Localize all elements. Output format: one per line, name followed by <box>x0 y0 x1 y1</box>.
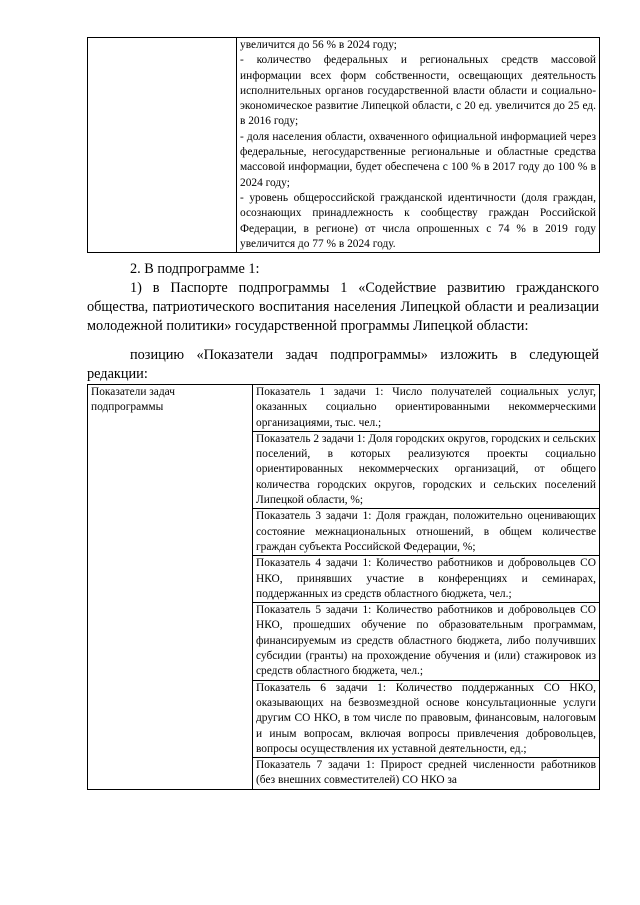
table-cell-indicators <box>253 385 600 790</box>
indicator-item: Показатель 7 задачи 1: Прирост средней численности работников (без внешних совместителей) СО НКО за <box>253 757 599 789</box>
table-cell-results <box>237 38 600 253</box>
indicator-item: Показатель 1 задачи 1: Число получателей социальных услуг, оказанных социально ориентированными некоммерческими организациями, тыс. чел.; <box>256 386 596 429</box>
result-line: - количество федеральных и региональных средств массовой информации всех форм собственности, освещающих деятельность исполнительных органов государственной власти области и социально-экономическое развитие Липецкой области, с 20 ед. увеличится до 25 ед. в 2016 году; <box>240 54 596 128</box>
table-cell-empty <box>88 38 237 253</box>
indicator-item: Показатель 5 задачи 1: Количество работников и добровольцев СО НКО, прошедших обучение по образовательным программам, финансируемым из средств областного бюджета, либо получивших субсидии (гранты) на прохождение обучения и (или) стажировок из средств областного бюджета, чел.; <box>253 602 599 679</box>
indicator-item: Показатель 4 задачи 1: Количество работников и добровольцев СО НКО, принявших участие в конференциях и семинарах, поддержанных из средств областного бюджета, чел.; <box>253 555 599 602</box>
result-line: - уровень общероссийской гражданской идентичности (доля граждан, осознающих принадлежность к сообществу граждан Российской Федерации, в регионе) от числа опрошенных с 74 % в 2019 году увеличится до 77 % в 2024 году. <box>240 191 596 250</box>
table-row <box>88 38 600 253</box>
section-heading: 2. В подпрограмме 1: <box>130 261 260 277</box>
result-line: - доля населения области, охваченного официальной информацией через федеральные, негосударственные региональные и областные средства массовой информации, будет обеспечена с 100 % в 2017 году до 100 % в 2024 году; <box>240 130 596 189</box>
table-row <box>88 385 600 790</box>
table-cell-label: Показатели задач подпрограммы <box>88 385 253 790</box>
indicator-item: Показатель 2 задачи 1: Доля городских округов, городских и сельских поселений, в которых реализуются проекты социально ориентированных некоммерческих организаций, от общего количества городских округов, городских и сельских поселений Липецкой области, %; <box>253 431 599 508</box>
indicator-item: Показатель 6 задачи 1: Количество поддержанных СО НКО, оказывающих на безвозмездной основе консультационные услуги другим СО НКО, в том числе по правовым, финансовым, налоговым и иным вопросам, включая вопросы привлечения добровольцев, вопросы осуществления их уставной деятельности, ед.; <box>253 680 599 757</box>
indicators-continuation-table <box>87 37 600 253</box>
paragraph-position: позицию «Показатели задач подпрограммы» изложить в следующей редакции: <box>87 347 599 382</box>
subprogram-indicators-table <box>87 384 600 790</box>
indicator-item: Показатель 3 задачи 1: Доля граждан, положительно оценивающих состояние межнациональных отношений, в общем количестве граждан субъекта Российской Федерации, %; <box>253 508 599 555</box>
paragraph-passport: 1) в Паспорте подпрограммы 1 «Содействие развитию гражданского общества, патриотического воспитания населения Липецкой области и реализации молодежной политики» государственной программы Липецкой области: <box>87 280 599 334</box>
result-line: увеличится до 56 % в 2024 году; <box>240 39 397 51</box>
